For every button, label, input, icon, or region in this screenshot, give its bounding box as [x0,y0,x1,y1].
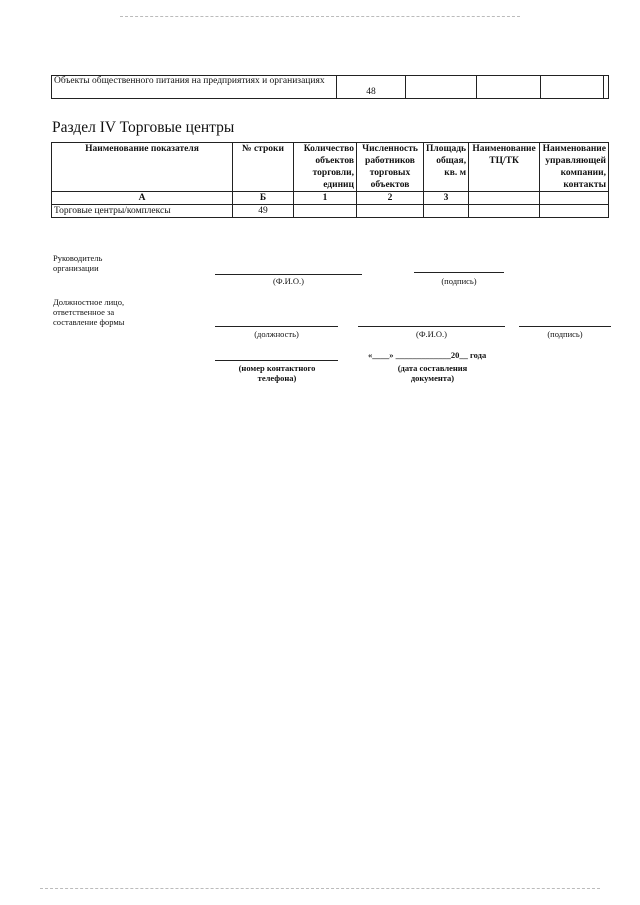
head-label: Руководитель организации [53,253,103,273]
value-cell [604,76,609,99]
phone-line [215,360,338,361]
header-company: Наименование управляющей компании, контакты [540,143,609,192]
official-fio-caption: (Ф.И.О.) [415,329,448,339]
head-signature-caption: (подпись) [441,276,477,286]
section4-table [51,142,609,218]
row-name-cell: Торговые центры/комплексы [52,205,233,218]
date-line: «____» _____________20__ года [368,350,487,360]
value-cell [477,76,540,99]
head-signature-line [414,272,504,273]
row-name-cell: Объекты общественного питания на предприятиях и организациях [52,76,337,99]
code-1: 1 [294,192,357,205]
phone-caption: (номер контактного телефона) [238,363,316,383]
scan-edge-top [120,16,520,17]
value-cell [424,205,469,218]
date-caption: (дата составления документа) [397,363,468,383]
official-position-caption: (должность) [254,329,299,339]
value-cell [540,205,609,218]
code-empty [540,192,609,205]
official-signature-line [519,326,611,327]
value-cell [469,205,540,218]
table-row [52,205,609,218]
code-empty [469,192,540,205]
header-row [52,143,609,192]
row-number: 48 [366,87,376,97]
header-employees: Численность работников торговых объектов [357,143,424,192]
code-row [52,192,609,205]
value-cell [406,76,477,99]
official-position-line [215,326,338,327]
official-signature-caption: (подпись) [547,329,583,339]
header-area: Площадь общая, кв. м [424,143,469,192]
header-objects-count: Количество объектов торговли, единиц [294,143,357,192]
official-label: Должностное лицо, ответственное за составление формы [53,297,125,327]
value-cell [540,76,603,99]
code-2: 2 [357,192,424,205]
code-a: А [52,192,233,205]
value-cell [357,205,424,218]
scan-edge-bottom [40,888,600,889]
header-row-number: № строки [233,143,294,192]
code-b: Б [233,192,294,205]
header-indicator: Наименование показателя [52,143,233,192]
row-number-cell: 49 [233,205,294,218]
value-cell [294,205,357,218]
code-3: 3 [424,192,469,205]
official-fio-line [358,326,505,327]
top-table [51,75,609,99]
row-number-cell [336,76,405,99]
header-center-name: Наименование ТЦ/ТК [469,143,540,192]
head-fio-line [215,274,362,275]
section-title: Раздел IV Торговые центры [52,119,235,136]
table-row [52,76,609,99]
head-fio-caption: (Ф.И.О.) [272,276,305,286]
